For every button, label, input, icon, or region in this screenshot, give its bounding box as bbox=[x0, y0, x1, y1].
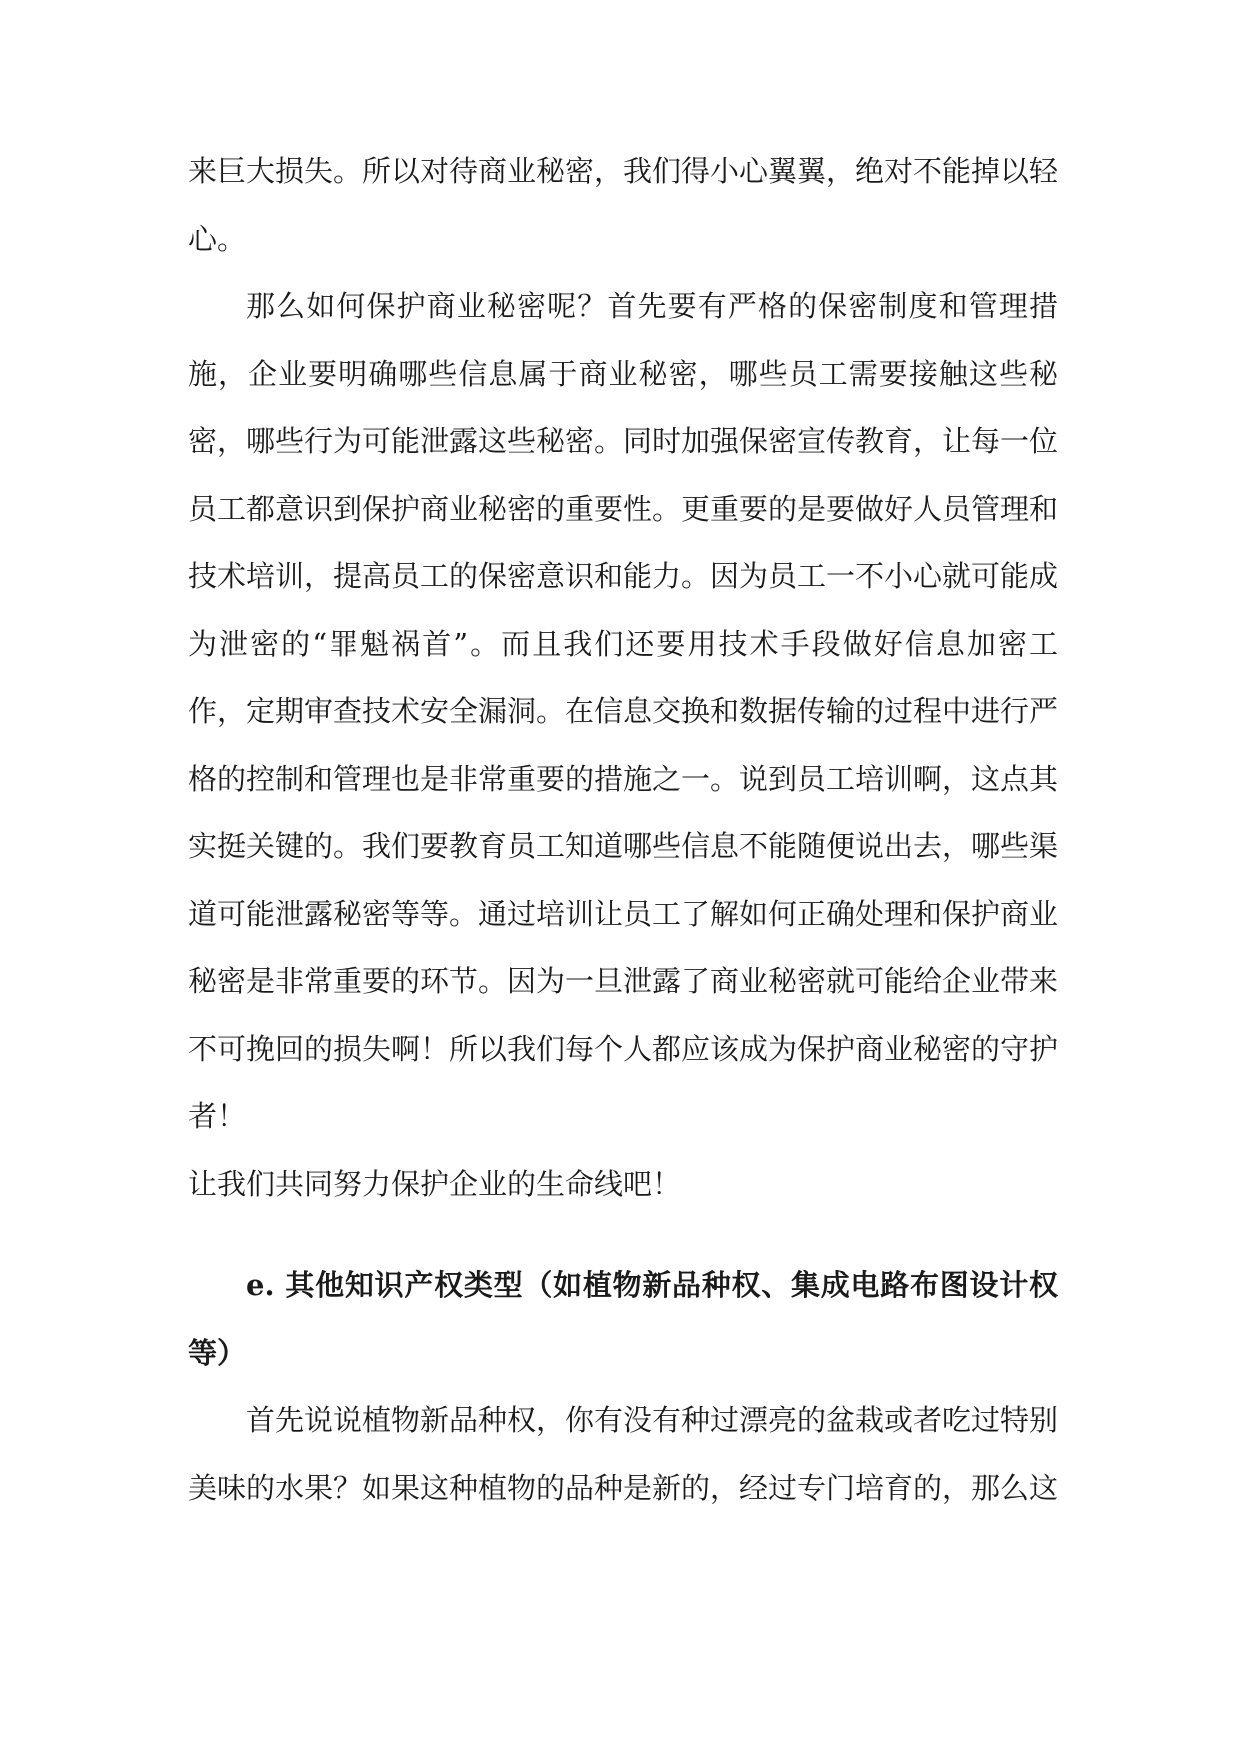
paragraph-plant-variety: 首先说说植物新品种权，你有没有种过漂亮的盆栽或者吃过特别美味的水果？如果这种植物的品种是新的，经过专门培育的，那么这 bbox=[188, 1403, 1059, 1505]
spacer bbox=[188, 1218, 1058, 1252]
document-page bbox=[188, 138, 1058, 1522]
paragraph-closing: 让我们共同努力保护企业的生命线吧！ bbox=[188, 1166, 682, 1201]
paragraph-protection-measures: 那么如何保护商业秘密呢？首先要有严格的保密制度和管理措施，企业要明确哪些信息属于商业秘密，哪些员工需要接触这些秘密，哪些行为可能泄露这些秘密。同时加强保密宣传教育，让每一位员工都意识到保护商业秘密的重要性。更重要的是要做好人员管理和技术培训，提高员工的保密意识和能力。因为员工一不小心就可能成为泄密的“罪魁祸首”。而且我们还要用技术手段做好信息加密工作，定期审查技术安全漏洞。在信息交换和数据传输的过程中进行严格的控制和管理也是非常重要的措施之一。说到员工培训啊，这点其实挺关键的。我们要教育员工知道哪些信息不能随便说出去，哪些渠道可能泄露秘密等等。通过培训让员工了解如何正确处理和保护商业秘密是非常重要的环节。因为一旦泄露了商业秘密就可能给企业带来不可挽回的损失啊！所以我们每个人都应该成为保护商业秘密的守护者！ bbox=[188, 289, 1059, 1133]
section-heading: e. 其他知识产权类型（如植物新品种权、集成电路布图设计权等） bbox=[188, 1268, 1058, 1370]
paragraph-continuation: 来巨大损失。所以对待商业秘密，我们得小心翼翼，绝对不能掉以轻心。 bbox=[188, 154, 1059, 256]
